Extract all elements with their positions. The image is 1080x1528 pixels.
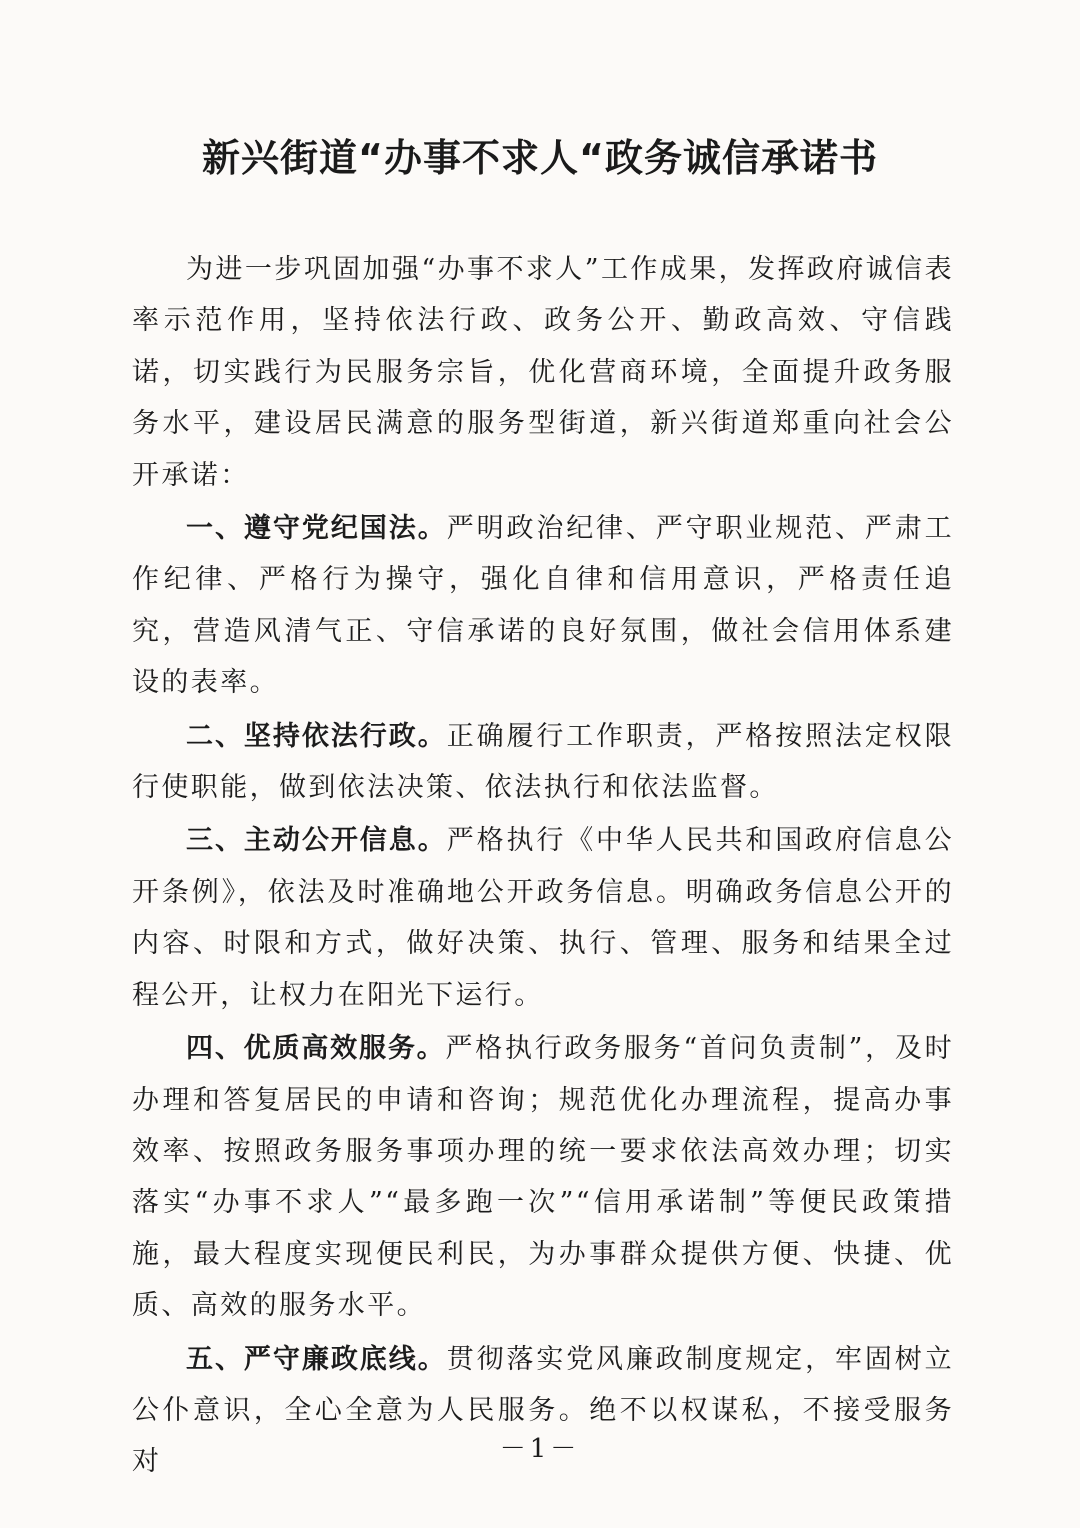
section-text-2: 正确履行工作职责，严格按照法定权限行使职能，做到依法决策、依法执行和依法监督。 <box>132 720 954 804</box>
section-heading-5: 五、严守廉政底线。 <box>186 1343 447 1375</box>
section-text-1: 严明政治纪律、严守职业规范、严肃工作纪律、严格行为操守，强化自律和信用意识，严格责任追究，营造风清气正、守信承诺的良好氛围，做社会信用体系建设的表率。 <box>132 513 954 699</box>
intro-paragraph: 为进一步巩固加强“办事不求人”工作成果，发挥政府诚信表率示范作用，坚持依法行政、政务公开、勤政高效、守信践诺，切实践行为民服务宗旨，优化营商环境，全面提升政务服务水平，建设居民满意的服务型街道，新兴街道郑重向社会公开承诺： <box>132 254 954 491</box>
section-heading-4: 四、优质高效服务。 <box>186 1033 446 1065</box>
section-heading-3: 三、主动公开信息。 <box>186 825 447 857</box>
section-heading-1: 一、遵守党纪国法。 <box>186 513 447 545</box>
section-text-4: 严格执行政务服务“首问负责制”，及时办理和答复居民的申请和咨询；规范优化办理流程，提高办事效率、按照政务服务事项办理的统一要求依法高效办理；切实落实“办事不求人”“最多跑一次”“信用承诺制”等便民政策措施，最大程度实现便民利民，为办事群众提供方便、快捷、优质、高效的服务水平。 <box>132 1033 955 1322</box>
page-number: －1－ <box>499 1434 581 1464</box>
section-text-5: 贯彻落实党风廉政制度规定，牢固树立公仆意识，全心全意为人民服务。绝不以权谋私，不接受服务对 <box>132 1343 954 1478</box>
document-body <box>132 244 954 1488</box>
section-paragraph-1 <box>132 503 954 709</box>
section-paragraph-3 <box>132 815 954 1021</box>
document-title: 新兴街道“办事不求人“政务诚信承诺书 <box>202 136 878 180</box>
section-heading-2: 二、坚持依法行政。 <box>186 720 447 752</box>
section-paragraph-4 <box>132 1023 954 1331</box>
section-paragraph-2 <box>132 711 954 814</box>
section-text-3: 严格执行《中华人民共和国政府信息公开条例》，依法及时准确地公开政务信息。明确政务信息公开的内容、时限和方式，做好决策、执行、管理、服务和结果全过程公开，让权力在阳光下运行。 <box>132 825 954 1011</box>
